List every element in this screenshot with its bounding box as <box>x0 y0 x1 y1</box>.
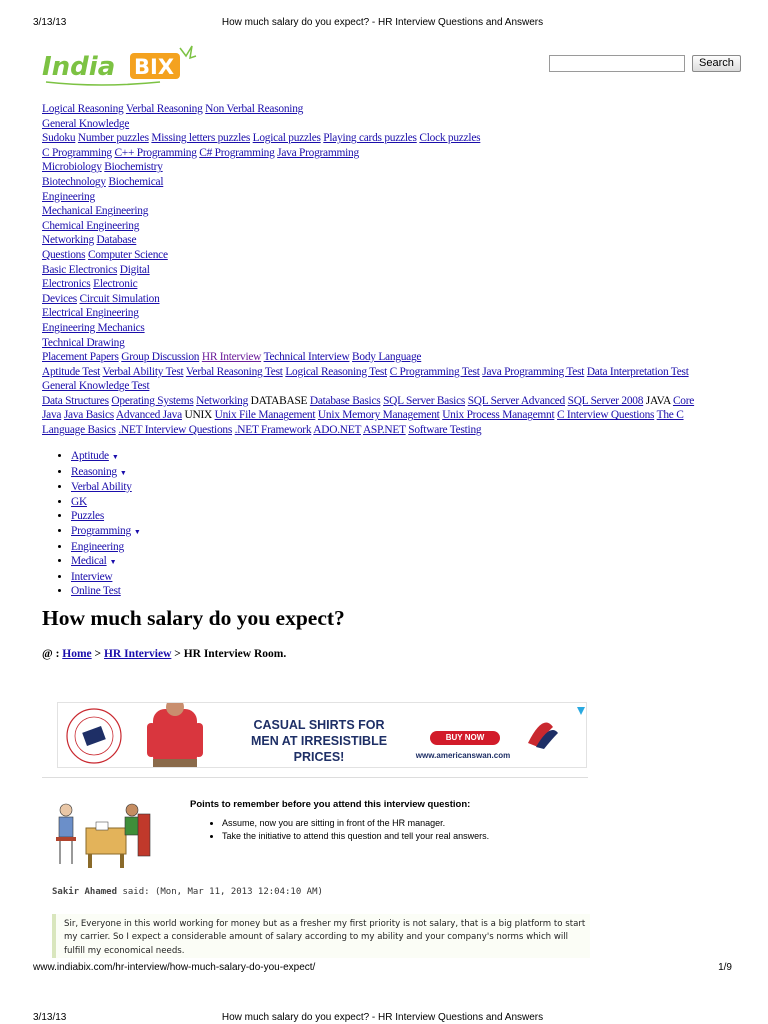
link-line <box>42 131 722 146</box>
topic-link[interactable]: Electronics <box>42 278 91 291</box>
category-nav <box>51 449 141 599</box>
topic-link[interactable]: Database Basics <box>309 394 381 407</box>
link-line <box>42 146 722 161</box>
link-line <box>42 263 722 278</box>
link-line <box>42 277 722 292</box>
link-line <box>42 379 722 394</box>
breadcrumb-section-link[interactable]: HR Interview <box>103 648 172 660</box>
topic-link[interactable]: Logical puzzles <box>252 132 321 145</box>
topic-link[interactable]: C Programming Test <box>389 365 480 378</box>
nav-link[interactable]: Online Test <box>71 585 121 598</box>
topic-link[interactable]: Group Discussion <box>121 351 200 364</box>
chevron-down-icon[interactable]: ▼ <box>111 453 119 461</box>
nav-item <box>71 540 141 555</box>
link-line <box>42 321 722 336</box>
topic-links <box>42 102 722 438</box>
topic-link[interactable]: Logical Reasoning <box>42 103 124 115</box>
topic-link[interactable]: Missing letters puzzles <box>151 132 251 145</box>
topic-link[interactable]: Software Testing <box>408 424 482 437</box>
topic-link[interactable]: Database <box>96 234 137 247</box>
link-line <box>42 190 722 205</box>
topic-label: UNIX <box>184 409 213 422</box>
topic-link[interactable]: .NET Framework <box>234 424 312 437</box>
topic-link[interactable]: Non Verbal Reasoning <box>205 103 304 115</box>
topic-link[interactable]: Microbiology <box>42 161 102 174</box>
topic-link[interactable]: Verbal Reasoning <box>125 103 203 115</box>
print-url: www.indiabix.com/hr-interview/how-much-salary-do-you-expect/ <box>33 962 316 973</box>
link-line <box>42 248 722 263</box>
nav-link[interactable]: Aptitude <box>71 450 109 462</box>
topic-link[interactable]: Logical Reasoning Test <box>285 365 387 378</box>
comment-header <box>52 887 323 897</box>
topic-link[interactable]: Unix Memory Management <box>317 409 440 422</box>
topic-link[interactable]: Verbal Reasoning Test <box>185 365 283 378</box>
link-line <box>42 423 722 438</box>
topic-link[interactable]: .NET Interview Questions <box>118 424 233 437</box>
link-line <box>42 292 722 307</box>
divider <box>42 777 588 778</box>
link-line <box>42 394 722 409</box>
chevron-down-icon[interactable]: ▼ <box>119 468 127 477</box>
link-line <box>42 233 722 248</box>
topic-link[interactable]: Verbal Ability Test <box>102 365 184 378</box>
chevron-down-icon[interactable]: ▼ <box>133 527 141 536</box>
topic-label: DATABASE <box>250 394 308 407</box>
comment-meta: said: (Mon, Mar 11, 2013 12:04:10 AM) <box>122 887 323 897</box>
nav-item <box>71 480 141 495</box>
print-page-number: 1/9 <box>718 962 732 973</box>
topic-link[interactable]: Aptitude Test <box>42 365 101 378</box>
link-line <box>42 102 722 117</box>
topic-link[interactable]: Technical Interview <box>263 351 350 364</box>
topic-link[interactable]: Engineering <box>42 190 95 203</box>
page-title: How much salary do you expect? <box>42 606 345 630</box>
topic-link[interactable]: C++ Programming <box>114 146 197 159</box>
topic-link[interactable]: Mechanical Engineering <box>42 205 149 218</box>
print-title: How much salary do you expect? - HR Interview Questions and Answers <box>221 17 544 28</box>
topic-link[interactable]: Digital <box>119 263 150 276</box>
topic-link[interactable]: SQL Server Advanced <box>467 394 566 407</box>
points-list <box>210 817 489 842</box>
topic-link[interactable]: Technical Drawing <box>42 336 125 349</box>
print-date: 3/13/13 <box>33 17 67 28</box>
topic-link[interactable]: Sudoku <box>42 132 76 145</box>
link-line <box>42 204 722 219</box>
topic-link[interactable]: Clock puzzles <box>419 132 481 145</box>
topic-link[interactable]: Questions <box>42 248 86 261</box>
topic-link[interactable]: General Knowledge Test <box>42 380 150 393</box>
nav-link[interactable]: Interview <box>71 570 113 583</box>
topic-link[interactable]: Placement Papers <box>42 351 119 364</box>
logo-text-india: India <box>42 52 116 82</box>
topic-link[interactable]: Java Programming Test <box>482 365 585 378</box>
topic-label: JAVA <box>645 394 671 407</box>
breadcrumb-prefix: @ : <box>42 648 60 660</box>
logo-text-bix: BIX <box>134 55 175 79</box>
nav-link[interactable]: Puzzles <box>71 510 105 523</box>
nav-item <box>71 465 141 481</box>
topic-link[interactable]: Data Interpretation Test <box>586 365 689 378</box>
nav-link[interactable]: GK <box>71 495 87 508</box>
link-line <box>42 160 722 175</box>
topic-link[interactable]: Biochemical <box>108 175 164 188</box>
link-line <box>42 306 722 321</box>
breadcrumb-current: HR Interview Room. <box>183 648 287 660</box>
ad-buy-now-button[interactable]: BUY NOW <box>430 731 500 745</box>
link-line <box>42 336 722 351</box>
topic-link[interactable]: Data Structures <box>42 394 109 407</box>
print-title: How much salary do you expect? - HR Interview Questions and Answers <box>221 1012 544 1023</box>
topic-link[interactable]: Number puzzles <box>77 132 149 145</box>
nav-item <box>71 570 141 585</box>
print-footer <box>33 962 732 976</box>
link-line <box>42 219 722 234</box>
topic-link[interactable]: ADO.NET <box>313 424 361 437</box>
topic-link[interactable]: Biotechnology <box>42 175 106 188</box>
nav-item <box>71 584 141 599</box>
topic-link[interactable]: Networking <box>42 234 94 247</box>
points-title: Points to remember before you attend this interview question: <box>190 799 471 810</box>
topic-link[interactable]: The C <box>656 409 684 422</box>
topic-link[interactable]: Electronic <box>93 278 138 291</box>
nav-link[interactable]: Reasoning <box>71 465 117 478</box>
link-line <box>42 408 722 423</box>
search-bar <box>549 54 741 72</box>
ad-headline-line: MEN AT IRRESISTIBLE <box>250 734 388 748</box>
topic-link[interactable]: C Interview Questions <box>556 409 655 422</box>
topic-link[interactable]: Playing cards puzzles <box>323 132 417 145</box>
nav-item <box>71 554 141 570</box>
nav-item <box>71 524 141 540</box>
nav-link[interactable]: Engineering <box>71 540 124 553</box>
topic-link[interactable]: Java Programming <box>277 146 359 159</box>
comment-body: Sir, Everyone in this world working for money but as a fresher my first priority is not salary, that is a big platform to start my carrier. So I expect a considerable amount of salary according to my ability and your company's norms which will fulfill my economical needs. <box>52 914 590 958</box>
nav-item <box>71 495 141 510</box>
topic-link[interactable]: SQL Server Basics <box>383 394 466 407</box>
nav-item <box>71 449 141 465</box>
topic-link[interactable]: Basic Electronics <box>42 263 118 276</box>
topic-link[interactable]: C Programming <box>42 146 112 159</box>
topic-link[interactable]: Devices <box>42 292 77 305</box>
link-line <box>42 175 722 190</box>
indiabix-logo[interactable] <box>40 42 198 90</box>
topic-link[interactable]: Electrical Engineering <box>42 307 139 320</box>
chevron-down-icon[interactable]: ▼ <box>109 558 117 567</box>
nav-link[interactable]: Verbal Ability <box>71 481 132 494</box>
topic-link[interactable]: ASP.NET <box>362 424 406 437</box>
topic-link[interactable]: HR Interview <box>201 351 262 364</box>
topic-link[interactable]: Body Language <box>352 351 422 364</box>
topic-link[interactable]: Java Basics <box>63 409 114 422</box>
topic-link[interactable]: C# Programming <box>199 146 275 159</box>
print-header <box>33 17 732 31</box>
topic-link[interactable]: Circuit Simulation <box>79 292 160 305</box>
ad-headline-line: PRICES! <box>293 750 345 764</box>
nav-link[interactable]: Medical <box>71 555 107 568</box>
topic-link[interactable]: Engineering Mechanics <box>42 321 145 334</box>
search-button[interactable]: Search <box>692 55 741 72</box>
print-date: 3/13/13 <box>33 1012 67 1023</box>
topic-link[interactable]: Advanced Java <box>115 409 182 422</box>
topic-link[interactable]: SQL Server 2008 <box>567 394 644 407</box>
topic-link[interactable]: Chemical Engineering <box>42 219 140 232</box>
nav-link[interactable]: Programming <box>71 524 131 537</box>
topic-link[interactable]: Networking <box>196 394 249 407</box>
comment-author: Sakir Ahamed <box>52 887 118 897</box>
topic-link[interactable]: Operating Systems <box>111 394 194 407</box>
ad-url: www.americanswan.com <box>415 751 511 760</box>
print-header-next-page <box>33 1012 732 1024</box>
breadcrumb-separator: > <box>174 648 181 660</box>
link-line <box>42 350 722 365</box>
topic-link[interactable]: Unix File Management <box>214 409 316 422</box>
topic-link[interactable]: Unix Process Managemnt <box>442 409 555 422</box>
ad-headline-line: CASUAL SHIRTS FOR <box>253 718 385 732</box>
ad-banner[interactable] <box>57 702 587 768</box>
ad-headline <box>234 717 404 765</box>
breadcrumb <box>42 648 286 660</box>
nav-item <box>71 509 141 524</box>
topic-link[interactable]: Biochemistry <box>104 161 163 174</box>
link-line <box>42 365 722 380</box>
topic-link[interactable]: Language Basics <box>42 424 116 437</box>
search-input[interactable] <box>549 55 685 72</box>
interview-illustration <box>52 800 152 870</box>
point-item: • Assume, now you are sitting in front of the HR manager. <box>222 817 489 830</box>
topic-link[interactable]: Java <box>42 409 62 422</box>
link-line <box>42 117 722 132</box>
topic-link[interactable]: Core <box>672 394 695 407</box>
breadcrumb-separator: > <box>94 648 102 660</box>
topic-link[interactable]: General Knowledge <box>42 117 130 130</box>
point-item: • Take the initiative to attend this question and tell your real answers. <box>222 830 489 843</box>
breadcrumb-home-link[interactable]: Home <box>62 648 92 660</box>
topic-link[interactable]: Computer Science <box>87 248 168 261</box>
